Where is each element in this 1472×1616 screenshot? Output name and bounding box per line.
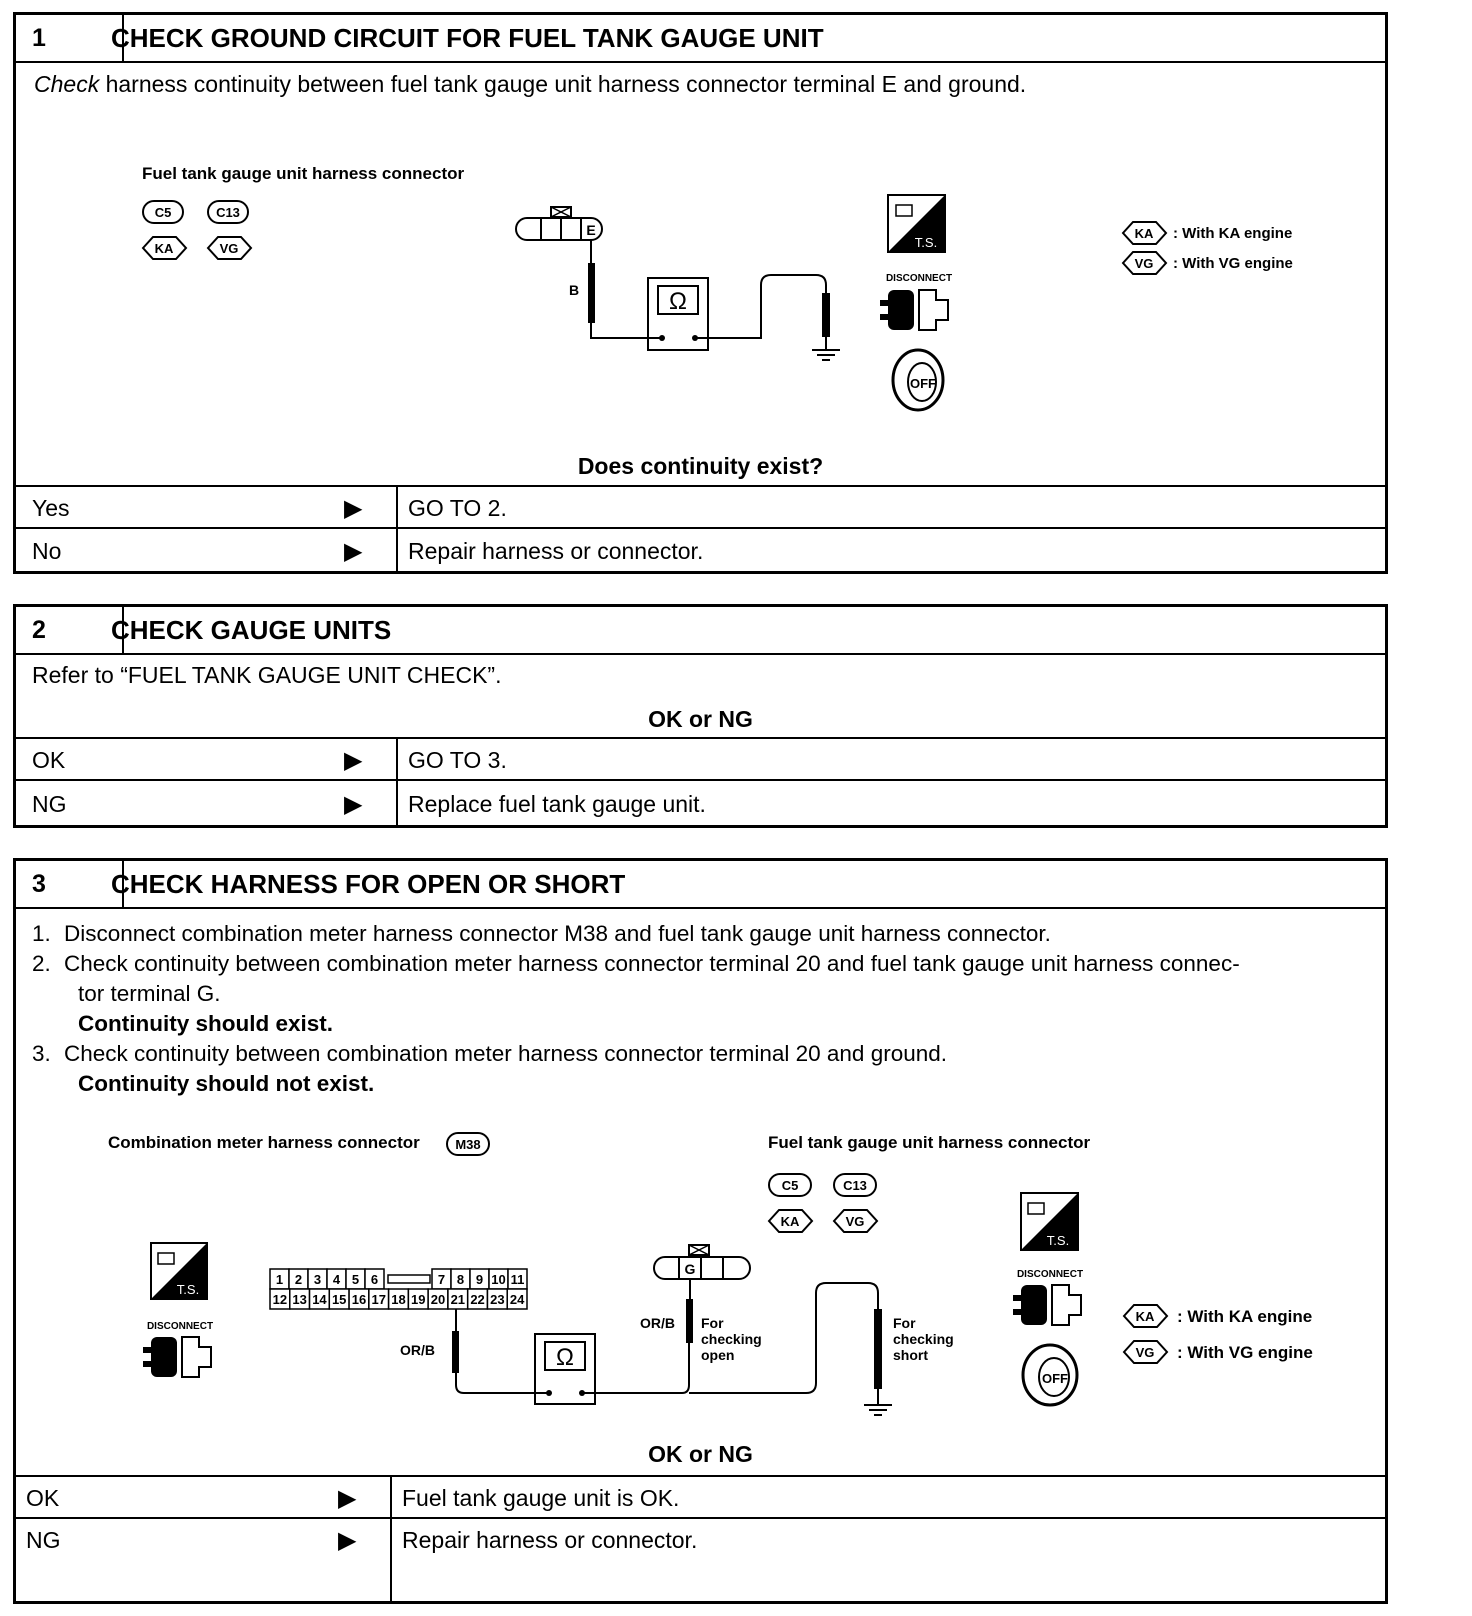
step3-legend-vg — [1124, 1341, 1313, 1363]
meter-terminal-2: 2 — [294, 1272, 303, 1287]
step3-ng-arrow-icon: ▶ — [338, 1526, 357, 1554]
step1-header — [16, 15, 1385, 63]
step3-c13-badge — [834, 1174, 876, 1196]
step3-legend-ka-code: KA — [1135, 1309, 1155, 1324]
step1-no-arrow-icon: ▶ — [344, 537, 363, 565]
step3-item-1-num: 1. — [32, 921, 51, 946]
meter-terminal-10: 10 — [491, 1272, 506, 1287]
step3-ignition-off-icon — [1023, 1345, 1077, 1405]
step3-c13-text: C13 — [843, 1178, 867, 1193]
meter-terminal-6: 6 — [370, 1272, 379, 1287]
step1-ts-label: T.S. — [914, 235, 938, 250]
step3-ok-arrow-icon: ▶ — [338, 1484, 357, 1512]
step3-c5-badge — [769, 1174, 811, 1196]
step1-instruction — [34, 71, 1026, 98]
step3-ohm-symbol: Ω — [556, 1344, 574, 1371]
step1-legend-ka-text: : With KA engine — [1173, 225, 1293, 242]
step1-legend-ka-code: KA — [1134, 226, 1154, 241]
step1-c13-badge — [208, 201, 248, 223]
step1-terminal-e: E — [586, 222, 596, 238]
step3-ok-label: OK — [26, 1484, 60, 1511]
step2-ng-arrow-icon: ▶ — [344, 790, 363, 818]
step1-yes-arrow-icon: ▶ — [344, 494, 363, 522]
step3-for-open-1: For — [701, 1315, 724, 1331]
step3-for-open-3: open — [701, 1347, 735, 1363]
step1-number: 1 — [16, 15, 124, 61]
meter-terminal-18: 18 — [391, 1292, 406, 1307]
step3-diagram — [16, 1123, 1385, 1453]
step1-box — [13, 12, 1388, 574]
step3-vg-badge — [834, 1210, 877, 1232]
step3-legend-vg-code: VG — [1135, 1345, 1155, 1360]
meter-terminal-4: 4 — [332, 1272, 341, 1287]
step2-ng-divider — [396, 781, 398, 827]
meter-terminal-7: 7 — [437, 1272, 446, 1287]
step1-no-label: No — [32, 537, 62, 564]
step3-for-open-2: checking — [701, 1331, 762, 1347]
step1-instruction-italic: Check — [34, 71, 100, 97]
step1-question: Does continuity exist? — [577, 453, 824, 479]
step3-disconnect-icon-right — [1013, 1285, 1081, 1325]
step3-c5-text: C5 — [781, 1178, 799, 1193]
meter-terminal-13: 13 — [292, 1292, 307, 1307]
step1-gauge-connector-icon — [516, 207, 602, 240]
meter-terminal-9: 9 — [475, 1272, 484, 1287]
step3-ng-label: NG — [26, 1526, 61, 1553]
step3-meter-connector-label: Combination meter harness connector — [108, 1133, 420, 1152]
meter-terminal-5: 5 — [351, 1272, 360, 1287]
step3-vg-text: VG — [845, 1214, 865, 1229]
step2-instruction: Refer to “FUEL TANK GAUGE UNIT CHECK”. — [32, 662, 502, 688]
step3-m38-badge — [447, 1133, 489, 1155]
step3-disconnect-icon-left — [143, 1337, 211, 1377]
step3-disconnect-label-right: DISCONNECT — [1016, 1269, 1084, 1280]
step1-result-no — [16, 527, 1385, 573]
meter-terminal-8: 8 — [456, 1272, 465, 1287]
step3-m38-text: M38 — [455, 1137, 481, 1152]
meter-terminal-20: 20 — [430, 1292, 446, 1307]
step3-for-short-3: short — [893, 1347, 928, 1363]
step1-vg-badge — [208, 237, 251, 259]
meter-terminal-17: 17 — [371, 1292, 386, 1307]
step2-ok-divider — [396, 739, 398, 781]
step3-item-2-bold: Continuity should exist. — [78, 1011, 334, 1036]
meter-terminal-3: 3 — [313, 1272, 322, 1287]
step2-box — [13, 604, 1388, 828]
meter-terminal-1: 1 — [275, 1272, 284, 1287]
step3-item-2 — [32, 949, 1240, 979]
step1-yes-action: GO TO 2. — [408, 494, 507, 521]
step1-probe-b — [588, 263, 595, 323]
step3-number: 3 — [16, 861, 124, 907]
step1-connector-label: Fuel tank gauge unit harness connector — [142, 164, 465, 183]
meter-terminal-24: 24 — [509, 1292, 525, 1307]
meter-terminal-21: 21 — [450, 1292, 466, 1307]
step3-ts-icon-left — [151, 1243, 207, 1299]
step3-for-short-2: checking — [893, 1331, 954, 1347]
step3-item-1-text: Disconnect combination meter harness connector M38 and fuel tank gauge unit harness connector. — [64, 921, 1051, 946]
step3-result-ng — [16, 1517, 1385, 1603]
step1-ground-icon — [812, 337, 840, 360]
step1-legend-ka — [1123, 222, 1292, 244]
step1-vg-text: VG — [219, 241, 239, 256]
step1-c13-text: C13 — [216, 205, 240, 220]
step3-off-label: OFF — [1042, 1371, 1068, 1386]
step3-ka-text: KA — [780, 1214, 800, 1229]
meter-terminal-15: 15 — [331, 1292, 347, 1307]
step1-no-action: Repair harness or connector. — [408, 537, 704, 564]
step3-for-short-1: For — [893, 1315, 916, 1331]
step3-ok-action: Fuel tank gauge unit is OK. — [402, 1484, 680, 1511]
step1-disconnect-label: DISCONNECT — [885, 273, 953, 284]
step3-ground-icon — [864, 1389, 892, 1415]
step3-ts-label-right: T.S. — [1046, 1233, 1070, 1248]
meter-terminal-12: 12 — [272, 1292, 288, 1307]
step2-ng-label: NG — [32, 790, 67, 817]
step1-yes-label: Yes — [32, 494, 70, 521]
meter-terminal-14: 14 — [312, 1292, 327, 1307]
step1-ignition-off-icon — [893, 350, 943, 410]
step1-ts-icon — [888, 195, 945, 252]
meter-connector-latch — [388, 1275, 430, 1283]
step3-legend-vg-text: : With VG engine — [1177, 1343, 1313, 1362]
step2-question: OK or NG — [648, 706, 753, 732]
step2-header — [16, 607, 1385, 655]
step1-disconnect-icon — [880, 290, 948, 330]
step3-probe-terminal-g — [686, 1299, 693, 1343]
step3-box — [13, 858, 1388, 1604]
meter-terminal-16: 16 — [351, 1292, 367, 1307]
step3-item-2-num: 2. — [32, 951, 51, 976]
step3-result-ok — [16, 1475, 1385, 1519]
step1-result-yes — [16, 485, 1385, 529]
step3-ng-divider — [390, 1519, 392, 1603]
meter-terminal-19: 19 — [411, 1292, 426, 1307]
step3-item-2-text: Check continuity between combination meter harness connector terminal 20 and fuel tank gauge unit harness connec- — [64, 951, 1240, 976]
step3-legend-ka-text: : With KA engine — [1177, 1307, 1313, 1326]
step1-instruction-rest: harness continuity between fuel tank gauge unit harness connector terminal E and ground. — [99, 71, 1027, 97]
step3-gauge-connector-icon — [654, 1245, 750, 1279]
step3-item-3-text: Check continuity between combination meter harness connector terminal 20 and ground. — [64, 1041, 948, 1066]
step1-off-label: OFF — [910, 376, 936, 391]
step3-wire-right — [582, 1343, 689, 1393]
step3-item-3-num: 3. — [32, 1041, 51, 1066]
step1-legend-vg-code: VG — [1134, 256, 1154, 271]
step3-legend-ka — [1124, 1305, 1312, 1327]
step3-item-3 — [32, 1039, 1240, 1069]
step3-ts-icon-right — [1021, 1193, 1078, 1250]
step3-question: OK or NG — [648, 1441, 753, 1467]
step1-wire-right — [695, 275, 826, 338]
step2-number: 2 — [16, 607, 124, 653]
step3-procedure — [32, 919, 1240, 1099]
step1-ka-text: KA — [154, 241, 174, 256]
step1-ka-badge — [143, 237, 186, 259]
step3-title: CHECK HARNESS FOR OPEN OR SHORT — [111, 868, 626, 899]
step3-probe-ground — [874, 1309, 882, 1389]
step1-legend-vg-text: : With VG engine — [1173, 255, 1293, 272]
step2-result-ng — [16, 779, 1385, 827]
step2-result-ok — [16, 737, 1385, 781]
meter-terminal-23: 23 — [490, 1292, 505, 1307]
step2-ok-label: OK — [32, 746, 66, 773]
step1-no-divider — [396, 529, 398, 573]
step3-terminal-g: G — [684, 1261, 696, 1277]
step1-title: CHECK GROUND CIRCUIT FOR FUEL TANK GAUGE UNIT — [111, 22, 824, 53]
step3-ts-label-left: T.S. — [176, 1282, 200, 1297]
step2-ok-arrow-icon: ▶ — [344, 746, 363, 774]
step3-probe-terminal-20 — [452, 1331, 459, 1373]
step1-c5-text: C5 — [154, 205, 172, 220]
meter-terminal-11: 11 — [510, 1272, 525, 1287]
step3-header — [16, 861, 1385, 909]
step2-ng-action: Replace fuel tank gauge unit. — [408, 790, 706, 817]
step1-ohmmeter-icon — [648, 278, 708, 350]
step3-ok-divider — [390, 1477, 392, 1519]
step3-ka-badge — [769, 1210, 812, 1232]
step1-legend-vg — [1123, 252, 1293, 274]
step3-disconnect-label-left: DISCONNECT — [146, 1321, 214, 1332]
step1-wire-b: B — [568, 282, 580, 298]
step2-ok-action: GO TO 3. — [408, 746, 507, 773]
step3-item-3-bold: Continuity should not exist. — [78, 1071, 375, 1096]
step3-item-2-cont: tor terminal G. — [78, 981, 221, 1006]
meter-terminal-22: 22 — [470, 1292, 485, 1307]
step3-wire-orb-right: OR/B — [640, 1315, 675, 1331]
step1-probe-ground — [822, 293, 830, 337]
step3-wire-orb-left: OR/B — [400, 1342, 435, 1358]
step3-ng-action: Repair harness or connector. — [402, 1526, 698, 1553]
step3-item-1 — [32, 919, 1240, 949]
step3-fuel-connector-label: Fuel tank gauge unit harness connector — [768, 1133, 1091, 1152]
step2-title: CHECK GAUGE UNITS — [111, 614, 392, 645]
step1-ohm-symbol: Ω — [669, 288, 687, 315]
step1-c5-badge — [143, 201, 183, 223]
step3-meter-terminal-grid — [270, 1269, 527, 1309]
step1-yes-divider — [396, 487, 398, 529]
